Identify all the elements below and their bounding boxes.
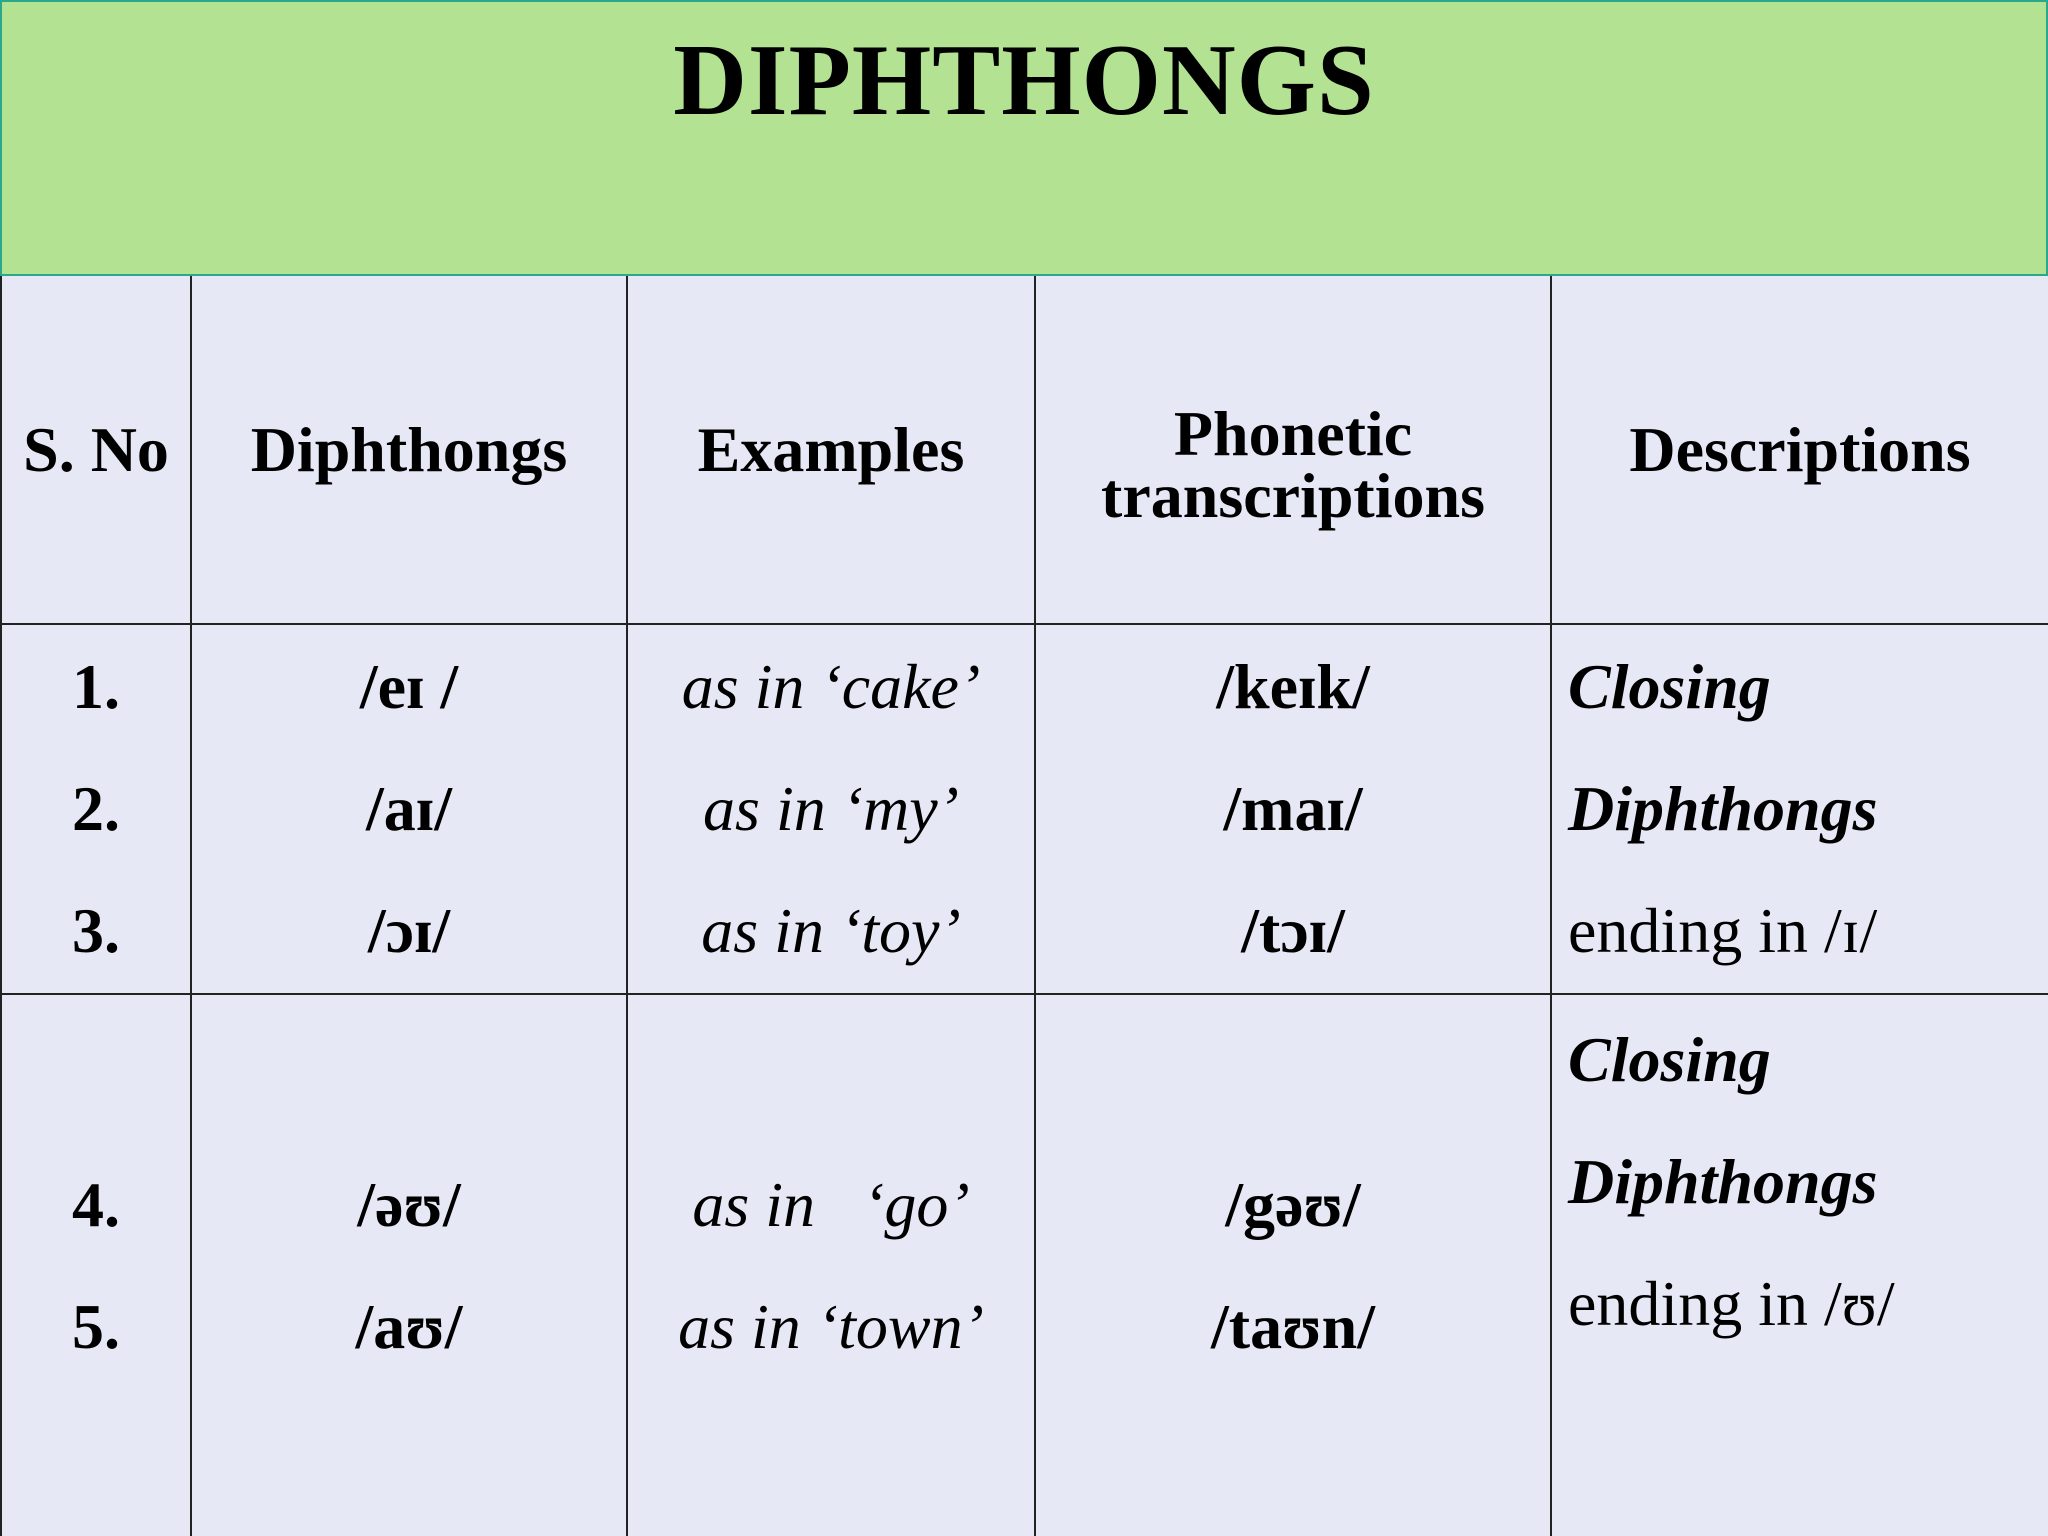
- phonetic-value: /maɪ/: [1223, 773, 1363, 844]
- diphthong-value: /aʊ/: [355, 1290, 463, 1362]
- diphthong-cell: [191, 994, 627, 1536]
- phonetic-cell: [1035, 624, 1551, 994]
- diphthong-cell: [191, 624, 627, 994]
- example-value: as in ‘cake’: [681, 651, 981, 722]
- example-value: as in ‘go’: [692, 1168, 970, 1240]
- description-cell: [1551, 994, 2048, 1536]
- diphthong-value: /eɪ /: [359, 651, 459, 722]
- example-value: as in ‘toy’: [701, 895, 961, 966]
- description-line: Diphthongs: [1568, 1146, 1878, 1217]
- diphthong-value: /aɪ/: [366, 773, 452, 844]
- sno-value: 5.: [72, 1290, 120, 1362]
- description-cell: [1551, 624, 2048, 994]
- header-phonetic-line1: Phonetic: [1173, 397, 1413, 469]
- description-line: Closing: [1568, 1024, 1771, 1095]
- header-sno: S. No: [1, 276, 191, 624]
- phonetic-cell: [1035, 994, 1551, 1536]
- title-banner: [0, 0, 2048, 278]
- description-line: Closing: [1568, 651, 1771, 722]
- sno-cell: [1, 994, 191, 1536]
- table-row-group-1: [1, 624, 2048, 994]
- description-line: Diphthongs: [1568, 773, 1878, 844]
- example-cell: [627, 994, 1035, 1536]
- table-row-group-2: [1, 994, 2048, 1536]
- page-title: DIPHTHONGS: [673, 24, 1375, 137]
- example-value: as in ‘town’: [678, 1290, 984, 1362]
- phonetic-value: /tɔɪ/: [1241, 895, 1345, 966]
- description-line: ending in /ʊ/: [1568, 1268, 1895, 1339]
- table-header-row: [1, 276, 2048, 624]
- header-diphthongs: Diphthongs: [191, 276, 627, 624]
- header-descriptions: Descriptions: [1551, 276, 2048, 624]
- diphthong-value: /ɔɪ/: [367, 895, 451, 966]
- sno-value: 2.: [72, 773, 120, 844]
- example-value: as in ‘my’: [703, 773, 959, 844]
- header-examples: Examples: [627, 276, 1035, 624]
- header-phonetic-transcriptions: [1035, 276, 1551, 624]
- sno-value: 1.: [72, 651, 120, 722]
- header-phonetic-line2: transcriptions: [1101, 459, 1485, 531]
- phonetic-value: /keɪk/: [1216, 651, 1370, 722]
- example-cell: [627, 624, 1035, 994]
- description-line: ending in /ɪ/: [1568, 895, 1878, 966]
- diphthongs-table: [0, 276, 2048, 1536]
- phonetic-value: /gəʊ/: [1225, 1168, 1361, 1240]
- sno-value: 3.: [72, 895, 120, 966]
- diphthong-value: /əʊ/: [357, 1168, 461, 1240]
- sno-cell: [1, 624, 191, 994]
- sno-value: 4.: [72, 1168, 120, 1240]
- phonetic-value: /taʊn/: [1211, 1290, 1375, 1362]
